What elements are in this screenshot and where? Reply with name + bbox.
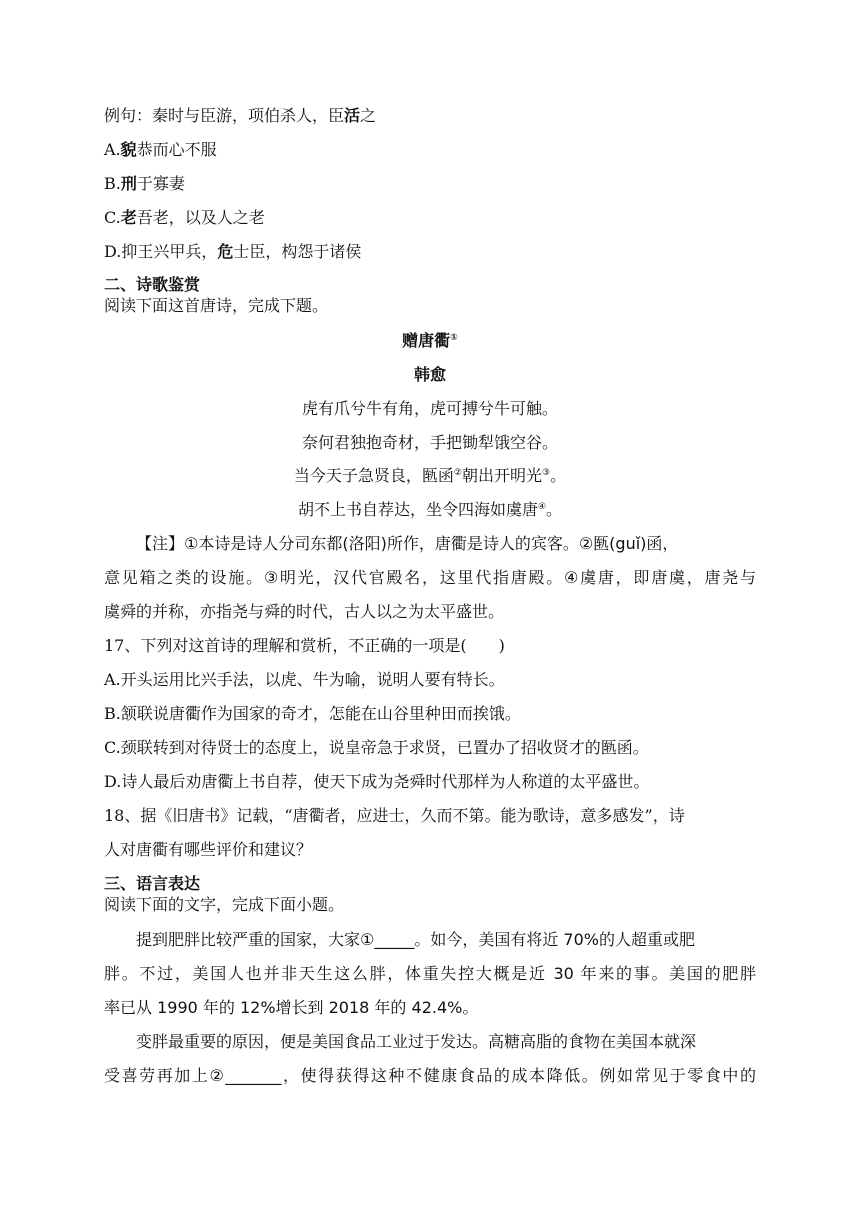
text-run: A.开头运用比兴手法，以虎、牛为喻，说明人要有特长。 <box>104 670 505 689</box>
poem-notes <box>136 533 678 555</box>
text-run: 三、语言表达 <box>104 874 201 893</box>
option-d <box>104 241 361 263</box>
text-run: 当今天子急贤良，匦函 <box>293 466 454 485</box>
option-c <box>104 207 265 229</box>
q17-option-d <box>104 771 649 793</box>
example-sentence <box>104 105 376 127</box>
text-run: B.颔联说唐衢作为国家的奇才，怎能在山谷里种田而挨饿。 <box>104 704 521 723</box>
passage-paragraph <box>136 929 695 951</box>
text-run: 人对唐衢有哪些评价和建议？ <box>104 840 313 859</box>
text-run: 例句：秦时与臣游，项伯杀人，臣 <box>104 106 345 125</box>
language-instruction <box>104 894 344 916</box>
text-run: 率已从 1990 年的 12%增长到 2018 年的 42.4%。 <box>104 998 479 1017</box>
text-run: 18、据《旧唐书》记载，“唐衢者，应进士，久而不第。能为歌诗，意多感发”，诗 <box>104 806 685 825</box>
text-run: 胖。不过，美国人也并非天生这么胖，体重失控大概是近 30 年来的事。美国的肥胖 <box>104 964 756 983</box>
question-18 <box>104 839 312 861</box>
poem-title <box>0 330 860 352</box>
passage-paragraph <box>104 1065 756 1087</box>
poem-line <box>0 499 860 521</box>
poem-line <box>0 465 860 487</box>
footnote-marker: ④ <box>537 502 547 512</box>
text-run: 阅读下面这首唐诗，完成下题。 <box>104 296 329 315</box>
q17-option-c <box>104 737 649 759</box>
footnote-marker: ③ <box>542 468 551 478</box>
passage-paragraph <box>104 963 756 985</box>
footnote-marker: ② <box>453 468 462 478</box>
q17-option-a <box>104 669 505 691</box>
option-a <box>104 139 217 161</box>
poem-line <box>0 398 860 420</box>
emphasized-word: 活 <box>344 106 361 125</box>
q17-option-b <box>104 703 521 725</box>
text-run: 阅读下面的文字，完成下面小题。 <box>104 895 345 914</box>
text-run: 【注】①本诗是诗人分司东都(洛阳)所作，唐衢是诗人的宾客。②匦(guǐ)函， <box>136 534 679 553</box>
emphasized-word: 危 <box>217 242 234 261</box>
poetry-instruction <box>104 295 328 317</box>
text-run: 意见箱之类的设施。③明光，汉代官殿名，这里代指唐殿。④虞唐，即唐虞，唐尧与 <box>104 568 756 587</box>
text-run: 。 <box>546 500 563 519</box>
section-heading-poetry <box>104 274 200 296</box>
text-run: 赠唐衢 <box>402 331 451 350</box>
text-run: 受喜劳再加上②_______，使得获得这种不健康食品的成本降低。例如常见于零食中的 <box>104 1066 756 1085</box>
text-run: 提到肥胖比较严重的国家，大家①_____。如今，美国有将近 70%的人超重或肥 <box>136 930 695 949</box>
text-run: 虞舜的并称，亦指尧与舜的时代，古人以之为太平盛世。 <box>104 602 505 621</box>
emphasized-word: 老 <box>120 208 137 227</box>
emphasized-word: 貌 <box>120 140 137 159</box>
section-heading-language <box>104 873 200 895</box>
passage-paragraph <box>136 1031 696 1053</box>
text-run: 17、下列对这首诗的理解和赏析，不正确的一项是( ) <box>104 636 505 655</box>
text-run: D.诗人最后劝唐衢上书自荐，使天下成为尧舜时代那样为人称道的太平盛世。 <box>104 772 650 791</box>
poem-notes <box>104 601 504 623</box>
text-run: 二、诗歌鉴赏 <box>104 275 201 294</box>
text-run: 奈何君独抱奇材，手把锄犁饿空谷。 <box>301 433 558 452</box>
text-run: 士臣，构怨于诸侯 <box>233 242 362 261</box>
text-run: 韩愈 <box>413 365 446 384</box>
text-run: D.抑王兴甲兵， <box>104 242 218 261</box>
text-run: 胡不上书自荐达，坐令四海如虞唐 <box>297 500 538 519</box>
text-run: 之 <box>360 106 377 125</box>
text-run: A. <box>104 140 121 159</box>
text-run: 恭而心不服 <box>136 140 217 159</box>
text-run: 。 <box>550 466 567 485</box>
footnote-marker: ① <box>450 333 458 343</box>
text-run: C. <box>104 208 121 227</box>
text-run: 虎有爪兮牛有角，虎可搏兮牛可触。 <box>301 399 558 418</box>
text-run: C.颈联转到对待贤士的态度上，说皇帝急于求贤，已置办了招收贤才的匦函。 <box>104 738 649 757</box>
text-run: B. <box>104 174 121 193</box>
option-b <box>104 173 185 195</box>
poem-line <box>0 432 860 454</box>
text-run: 于寡妻 <box>136 174 185 193</box>
question-17 <box>104 635 505 657</box>
poem-author <box>0 364 860 386</box>
passage-paragraph <box>104 997 478 1019</box>
poem-notes <box>104 567 756 589</box>
text-run: 吾老，以及人之老 <box>136 208 265 227</box>
emphasized-word: 刑 <box>120 174 137 193</box>
text-run: 朝出开明光 <box>461 466 542 485</box>
text-run: 变胖最重要的原因，便是美国食品工业过于发达。高糖高脂的食物在美国本就深 <box>136 1032 697 1051</box>
question-18 <box>104 805 685 827</box>
